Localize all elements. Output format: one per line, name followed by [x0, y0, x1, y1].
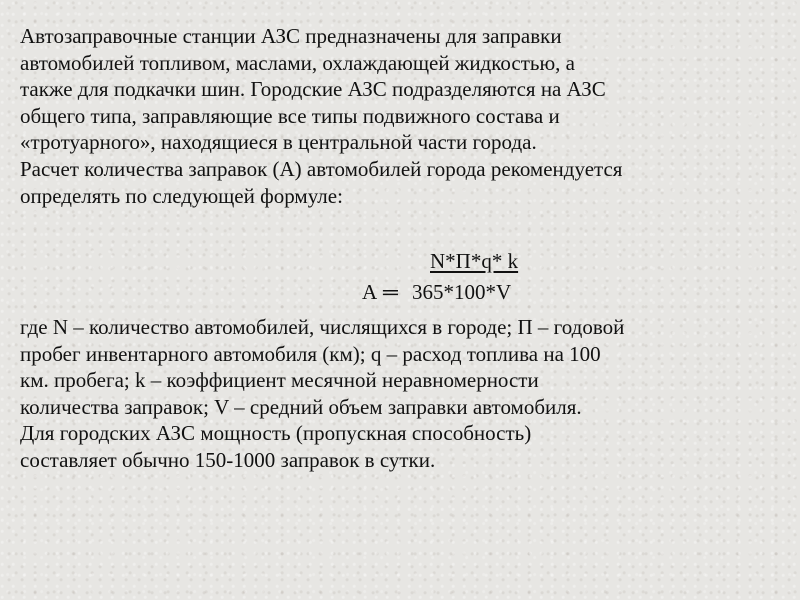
formula-lhs: А: [362, 280, 378, 304]
text-line: количества заправок; V – средний объем заправки автомобиля.: [20, 394, 582, 419]
text-line: автомобилей топливом, маслами, охлаждающей жидкостью, а: [20, 50, 575, 75]
definitions-text: [20, 314, 792, 474]
formula-equals-sign: ═: [383, 280, 398, 304]
text-line: «тротуарного», находящиеся в центральной части города.: [20, 130, 537, 155]
text-line: Для городских АЗС мощность (пропускная способность): [20, 421, 532, 446]
text-line: Расчет количества заправок (А) автомобилей города рекомендуется: [20, 156, 623, 181]
text-line: составляет обычно 150-1000 заправок в сутки.: [20, 447, 436, 472]
formula: [0, 237, 800, 307]
text-line: где N – количество автомобилей, числящихся в городе; П – годовой: [20, 315, 625, 339]
formula-denominator: 365*100*V: [412, 280, 512, 304]
text-line: определять по следующей формуле:: [20, 183, 343, 208]
text-line: также для подкачки шин. Городские АЗС подразделяются на АЗС: [20, 77, 606, 102]
intro-text: [20, 23, 792, 209]
formula-numerator: N*П*q* k: [430, 249, 519, 273]
text-line: общего типа, заправляющие все типы подвижного состава и: [20, 103, 560, 128]
text-line: Автозаправочные станции АЗС предназначены для заправки: [20, 24, 562, 48]
text-line: км. пробега; k – коэффициент месячной неравномерности: [20, 368, 539, 393]
text-line: пробег инвентарного автомобиля (км); q – расход топлива на 100: [20, 341, 601, 366]
